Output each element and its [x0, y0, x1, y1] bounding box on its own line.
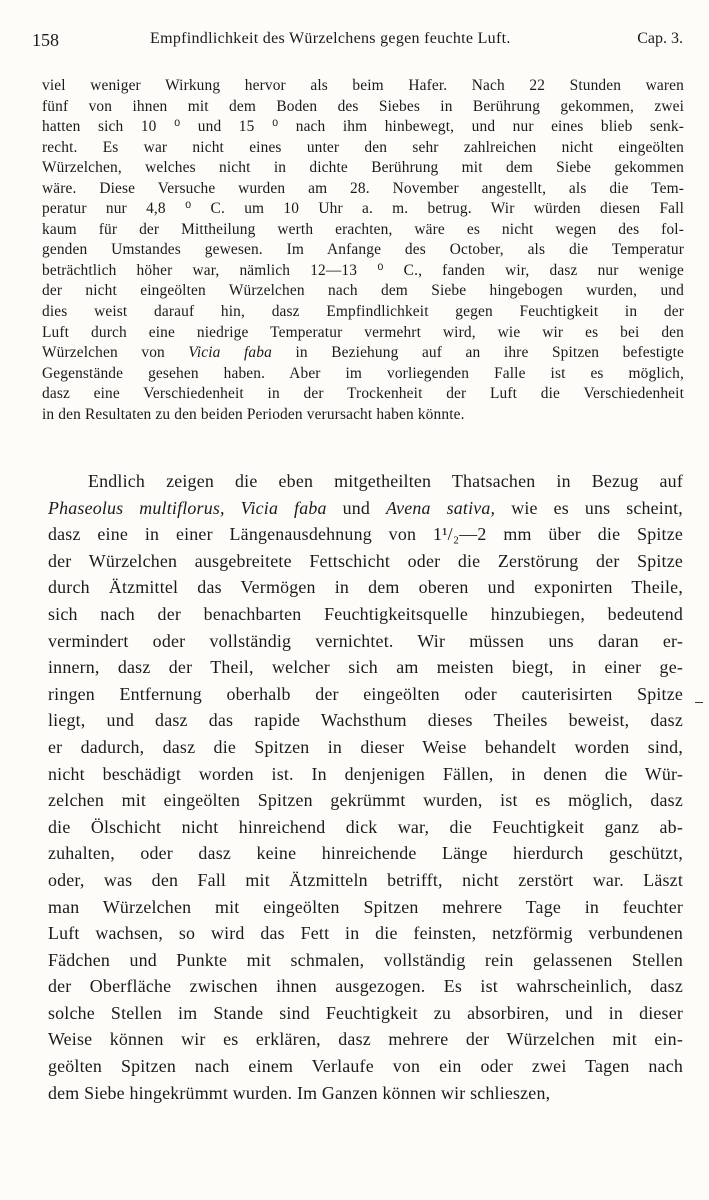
text-line: nicht beschädigt worden ist. In denjenigen Fällen, in denen die Wür-	[48, 763, 683, 784]
text-line: der Oberfläche zwischen ihnen ausgezogen. Es ist wahrscheinlich, dasz	[48, 976, 683, 997]
text-line: die Ölschicht nicht hinreichend dick war, die Feuchtigkeit ganz ab-	[48, 816, 683, 837]
text-line: zuhalten, oder dasz keine hinreichende Länge hierdurch geschützt,	[48, 843, 683, 864]
running-header	[32, 30, 683, 54]
text-line: sich nach der benachbarten Feuchtigkeitsquelle hinzubiegen, bedeutend	[48, 603, 683, 624]
text-line: fünf von ihnen mit dem Boden des Siebes in Berührung gekommen, zwei	[42, 97, 684, 115]
text-line: vermindert oder vollständig vernichtet. Wir müssen uns daran er-	[48, 630, 683, 651]
text-line: in den Resultaten zu den beiden Perioden verursacht haben könnte.	[42, 405, 465, 423]
page-number: 158	[32, 30, 59, 50]
text-line: dasz eine in einer Längenausdehnung von 1¹/₂—2 mm über die Spitze	[48, 524, 683, 545]
chapter-label: Cap. 3.	[637, 30, 683, 47]
text-line: zelchen mit eingeölten Spitzen gekrümmt wurden, ist es möglich, dasz	[48, 790, 683, 811]
text-line: er dadurch, dasz die Spitzen in dieser Weise behandelt worden sind,	[48, 736, 683, 757]
text-line: Würzelchen, welches nicht in dichte Berührung mit dem Siebe gekommen	[42, 159, 684, 177]
text-line: Endlich zeigen die eben mitgetheilten Thatsachen in Bezug auf	[88, 471, 683, 491]
text-line: Würzelchen von Vicia faba in Beziehung auf an ihre Spitzen befestigte	[42, 344, 684, 362]
text-line: Phaseolus multiflorus, Vicia faba und Avena sativa, wie es uns scheint,	[48, 497, 683, 518]
small-print-paragraph	[42, 76, 684, 425]
text-line: man Würzelchen mit eingeölten Spitzen mehrere Tage in feuchter	[48, 896, 683, 917]
text-line: beträchtlich höher war, nämlich 12—13 ⁰ C., fanden wir, dasz nur wenige	[42, 261, 684, 279]
text-line: peratur nur 4,8 ⁰ C. um 10 Uhr a. m. betrug. Wir würden diesen Fall	[42, 200, 684, 218]
text-line: durch Ätzmittel das Vermögen in dem oberen und exponirten Theile,	[48, 577, 683, 598]
running-title: Empfindlichkeit des Würzelchens gegen feuchte Luft.	[150, 30, 511, 47]
text-line: solche Stellen im Stande sind Feuchtigkeit zu absorbiren, und in dieser	[48, 1002, 683, 1023]
text-line: Gegenstände gesehen haben. Aber im vorliegenden Falle ist es möglich,	[42, 364, 684, 382]
text-line: der nicht eingeölten Würzelchen nach dem Siebe hingebogen wurden, und	[42, 282, 684, 300]
text-line: geölten Spitzen nach einem Verlaufe von ein oder zwei Tagen nach	[48, 1056, 683, 1077]
text-line: liegt, und dasz das rapide Wachsthum dieses Theiles beweist, dasz	[48, 710, 683, 731]
text-line: Luft wachsen, so wird das Fett in die feinsten, netzförmig verbundenen	[48, 923, 683, 944]
text-line: kaum für der Mittheilung werth erachten, wäre es nicht wegen des fol-	[42, 220, 684, 238]
text-line: dies weist darauf hin, dasz Empfindlichkeit gegen Feuchtigkeit in der	[42, 303, 684, 321]
text-line: oder, was den Fall mit Ätzmitteln betrifft, nicht zerstört war. Läszt	[48, 869, 683, 890]
text-line: hatten sich 10 ⁰ und 15 ⁰ nach ihm hinbewegt, und nur eines blieb senk-	[42, 118, 684, 136]
text-line: recht. Es war nicht eines unter den sehr zahlreichen nicht eingeölten	[42, 138, 684, 156]
text-line: Luft durch eine niedrige Temperatur vermehrt wird, wie wir es bei den	[42, 323, 684, 341]
text-line: innern, dasz der Theil, welcher sich am meisten biegt, in einer ge-	[48, 657, 683, 678]
text-line: dasz eine Verschiedenheit in der Trockenheit der Luft die Verschiedenheit	[42, 385, 684, 403]
text-line: der Würzelchen ausgebreitete Fettschicht oder die Zerstörung der Spitze	[48, 550, 683, 571]
text-line: ringen Entfernung oberhalb der eingeölten oder cauterisirten Spitze	[48, 683, 683, 704]
text-line: dem Siebe hingekrümmt wurden. Im Ganzen können wir schlieszen,	[48, 1082, 551, 1103]
text-line: viel weniger Wirkung hervor als beim Hafer. Nach 22 Stunden waren	[42, 77, 684, 94]
text-line: Fädchen und Punkte mit schmalen, vollständig rein gelassenen Stellen	[48, 949, 683, 970]
text-line: wäre. Diese Versuche wurden am 28. November angestellt, als die Tem-	[42, 179, 684, 197]
margin-mark	[695, 702, 703, 703]
text-line: genden Umstandes gewesen. Im Anfange des October, als die Temperatur	[42, 241, 684, 259]
text-line: Weise können wir es erklären, dasz mehrere der Würzelchen mit ein-	[48, 1029, 683, 1050]
main-paragraph	[48, 468, 683, 1106]
